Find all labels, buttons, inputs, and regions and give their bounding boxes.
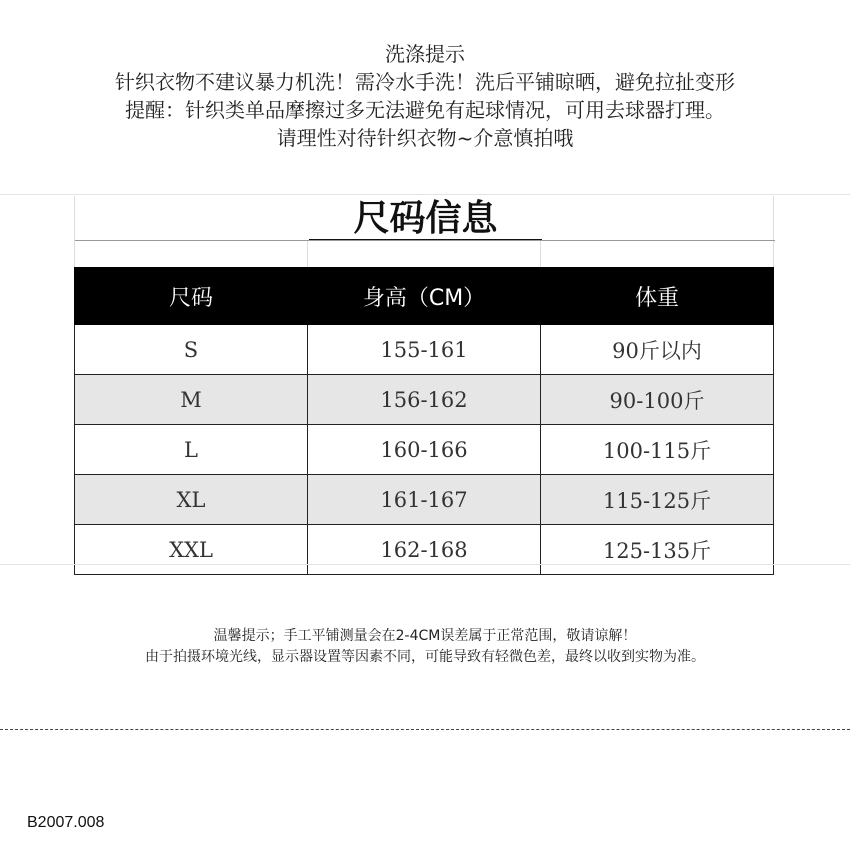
cell-weight: 115-125斤 [541,475,774,525]
size-chart [74,196,774,575]
wash-tips-line-1: 针织衣物不建议暴力机洗！需冷水手洗！洗后平铺晾晒，避免拉扯变形 [115,70,735,94]
table-row [75,525,774,575]
section-divider-bottom [0,564,850,565]
cell-size: S [75,325,308,375]
cell-height: 162-168 [308,525,541,575]
cell-height: 156-162 [308,375,541,425]
table-row [75,325,774,375]
cell-weight: 125-135斤 [541,525,774,575]
wash-tips-line-3: 请理性对待针织衣物~介意慎拍哦 [276,126,574,150]
cell-height: 155-161 [308,325,541,375]
product-code: B2007.008 [27,814,105,831]
dashed-separator [0,729,850,730]
table-row [75,375,774,425]
table-row [75,475,774,525]
size-chart-title: 尺码信息 [353,198,498,239]
cell-size: M [75,375,308,425]
cell-size: XL [75,475,308,525]
table-row [75,425,774,475]
note-line-2: 由于拍摄环境光线，显示器设置等因素不同，可能导致有轻微色差，最终以收到实物为准。 [145,649,705,665]
cell-size: L [75,425,308,475]
size-chart-title-row [74,196,774,241]
size-table-header [75,268,774,325]
wash-tips-title: 洗涤提示 [385,42,465,66]
header-size: 尺码 [75,268,308,325]
cell-weight: 90斤以内 [541,325,774,375]
cell-height: 160-166 [308,425,541,475]
wash-tips [0,40,850,152]
title-rule [75,240,775,241]
spacer-row [74,241,774,267]
cell-size: XXL [75,525,308,575]
note-line-1: 温馨提示；手工平铺测量会在2-4CM误差属于正常范围，敬请谅解！ [213,628,637,644]
wash-tips-line-2: 提醒：针织类单品摩擦过多无法避免有起球情况，可用去球器打理。 [125,98,725,122]
warm-notes [0,626,850,668]
cell-weight: 100-115斤 [541,425,774,475]
cell-weight: 90-100斤 [541,375,774,425]
header-height: 身高（CM） [308,268,541,325]
size-table [74,267,774,575]
cell-height: 161-167 [308,475,541,525]
header-weight: 体重 [541,268,774,325]
section-divider-top [0,194,850,195]
